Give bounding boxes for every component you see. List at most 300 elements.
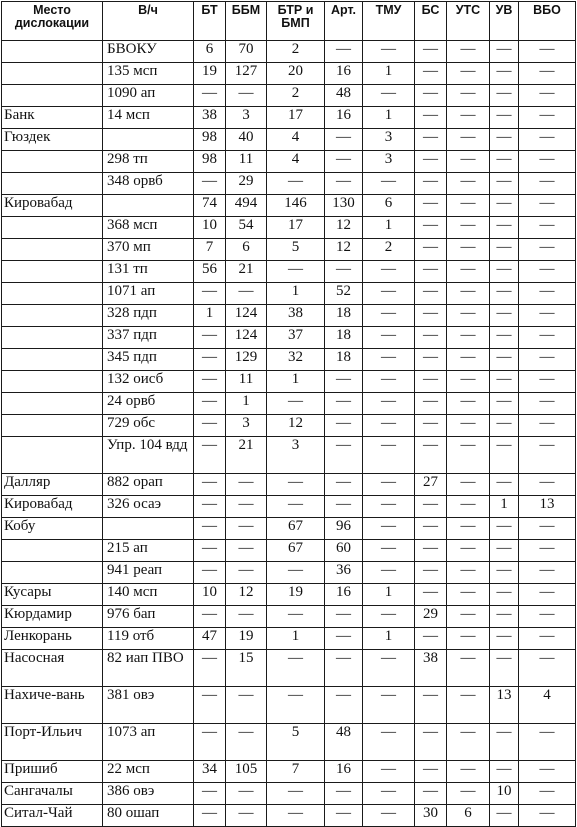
value-cell: 54 — [226, 217, 267, 239]
unit-cell: БВОКУ — [103, 41, 194, 63]
value-cell: — — [194, 562, 226, 584]
table-row — [2, 518, 576, 540]
value-cell: 6 — [194, 41, 226, 63]
table-row — [2, 195, 576, 217]
value-cell: — — [415, 327, 447, 349]
table-row — [2, 107, 576, 129]
value-cell: — — [490, 606, 519, 628]
value-cell: 67 — [267, 518, 325, 540]
value-cell: — — [415, 415, 447, 437]
value-cell: — — [447, 540, 490, 562]
unit-cell: 140 мсп — [103, 584, 194, 606]
value-cell: — — [226, 724, 267, 761]
value-cell: 12 — [267, 415, 325, 437]
value-cell: — — [519, 129, 576, 151]
unit-cell: 328 пдп — [103, 305, 194, 327]
value-cell: — — [490, 85, 519, 107]
value-cell: 10 — [490, 783, 519, 805]
value-cell: 1 — [226, 393, 267, 415]
value-cell: — — [415, 195, 447, 217]
value-cell: — — [415, 107, 447, 129]
value-cell: 11 — [226, 151, 267, 173]
location-cell: Ситал-Чай — [2, 805, 103, 827]
table-row — [2, 41, 576, 63]
value-cell: — — [226, 687, 267, 724]
value-cell: 105 — [226, 761, 267, 783]
value-cell: — — [194, 650, 226, 687]
value-cell: — — [447, 63, 490, 85]
value-cell: — — [447, 724, 490, 761]
value-cell: — — [415, 724, 447, 761]
value-cell: 10 — [194, 584, 226, 606]
location-cell — [2, 393, 103, 415]
location-cell — [2, 283, 103, 305]
value-cell: 1 — [194, 305, 226, 327]
location-label: Насосная — [4, 650, 65, 666]
value-cell: 12 — [226, 584, 267, 606]
unit-cell: 298 тп — [103, 151, 194, 173]
value-cell: 20 — [267, 63, 325, 85]
value-cell: — — [519, 415, 576, 437]
location-cell: Сангачалы — [2, 783, 103, 805]
location-cell — [2, 173, 103, 195]
unit-cell: 131 тп — [103, 261, 194, 283]
value-cell: 3 — [267, 437, 325, 474]
table-header-row — [2, 2, 576, 41]
value-cell: 98 — [194, 151, 226, 173]
value-cell: — — [226, 562, 267, 584]
value-cell: — — [519, 239, 576, 261]
location-label: Порт-Ильич — [4, 724, 82, 740]
value-cell: — — [415, 562, 447, 584]
value-cell: — — [490, 195, 519, 217]
value-cell: — — [490, 327, 519, 349]
table-row — [2, 562, 576, 584]
value-cell: 124 — [226, 305, 267, 327]
value-cell: 2 — [267, 41, 325, 63]
location-cell: Кусары — [2, 584, 103, 606]
value-cell: — — [194, 393, 226, 415]
value-cell: — — [447, 349, 490, 371]
value-cell: — — [490, 349, 519, 371]
table-row — [2, 606, 576, 628]
location-cell — [2, 437, 103, 474]
location-cell — [2, 371, 103, 393]
value-cell: 16 — [325, 107, 363, 129]
value-cell: — — [194, 415, 226, 437]
value-cell: — — [447, 584, 490, 606]
value-cell: — — [519, 724, 576, 761]
value-cell: — — [194, 327, 226, 349]
location-cell — [2, 239, 103, 261]
value-cell: — — [447, 628, 490, 650]
header-bs: БС — [415, 2, 447, 41]
value-cell: — — [519, 518, 576, 540]
table-row — [2, 474, 576, 496]
value-cell: — — [363, 474, 415, 496]
value-cell: 6 — [363, 195, 415, 217]
unit-cell: 132 оисб — [103, 371, 194, 393]
value-cell: — — [519, 650, 576, 687]
value-cell: — — [415, 151, 447, 173]
value-cell: — — [519, 437, 576, 474]
value-cell: — — [194, 783, 226, 805]
value-cell: 124 — [226, 327, 267, 349]
value-cell: 3 — [226, 415, 267, 437]
location-cell — [2, 85, 103, 107]
value-cell: — — [363, 41, 415, 63]
location-cell — [2, 305, 103, 327]
value-cell: — — [325, 496, 363, 518]
value-cell: — — [415, 305, 447, 327]
value-cell: — — [490, 41, 519, 63]
unit-cell — [103, 650, 194, 687]
value-cell: — — [415, 783, 447, 805]
value-cell: 21 — [226, 261, 267, 283]
value-cell: — — [363, 783, 415, 805]
value-cell: 7 — [267, 761, 325, 783]
value-cell: — — [325, 474, 363, 496]
value-cell: 6 — [447, 805, 490, 827]
value-cell: 6 — [226, 239, 267, 261]
table-row — [2, 85, 576, 107]
value-cell: 146 — [267, 195, 325, 217]
location-cell — [2, 540, 103, 562]
unit-cell: 976 бап — [103, 606, 194, 628]
value-cell: 18 — [325, 327, 363, 349]
value-cell: — — [226, 783, 267, 805]
value-cell: — — [325, 606, 363, 628]
value-cell: — — [519, 85, 576, 107]
value-cell: — — [415, 173, 447, 195]
value-cell: 4 — [267, 151, 325, 173]
value-cell: 32 — [267, 349, 325, 371]
value-cell: — — [415, 239, 447, 261]
unit-cell: 215 ап — [103, 540, 194, 562]
value-cell: — — [363, 371, 415, 393]
table-row — [2, 283, 576, 305]
value-cell: — — [267, 687, 325, 724]
value-cell: 38 — [267, 305, 325, 327]
unit-cell: 1071 ап — [103, 283, 194, 305]
value-cell: — — [519, 151, 576, 173]
value-cell: 21 — [226, 437, 267, 474]
value-cell: — — [447, 562, 490, 584]
value-cell: — — [447, 437, 490, 474]
value-cell: — — [226, 85, 267, 107]
value-cell: — — [519, 261, 576, 283]
value-cell: — — [325, 415, 363, 437]
unit-cell: 348 орвб — [103, 173, 194, 195]
value-cell: — — [325, 261, 363, 283]
location-cell: Далляр — [2, 474, 103, 496]
value-cell: — — [363, 261, 415, 283]
value-cell: — — [447, 783, 490, 805]
location-cell: Пришиб — [2, 761, 103, 783]
unit-cell: 345 пдп — [103, 349, 194, 371]
value-cell: — — [363, 724, 415, 761]
value-cell: — — [194, 687, 226, 724]
value-cell: — — [363, 496, 415, 518]
value-cell: 19 — [267, 584, 325, 606]
value-cell: 56 — [194, 261, 226, 283]
value-cell: — — [519, 217, 576, 239]
value-cell: — — [490, 562, 519, 584]
value-cell: — — [325, 650, 363, 687]
value-cell: — — [490, 761, 519, 783]
unit-label: 1073 ап — [107, 724, 156, 740]
value-cell: — — [194, 724, 226, 761]
value-cell: — — [519, 327, 576, 349]
unit-cell — [103, 518, 194, 540]
value-cell: — — [267, 805, 325, 827]
value-cell: — — [519, 562, 576, 584]
location-cell — [2, 415, 103, 437]
value-cell: — — [194, 805, 226, 827]
value-cell: — — [447, 393, 490, 415]
value-cell: 130 — [325, 195, 363, 217]
value-cell: — — [447, 173, 490, 195]
value-cell: — — [194, 606, 226, 628]
table-body — [2, 41, 576, 827]
value-cell: 7 — [194, 239, 226, 261]
value-cell: 1 — [363, 107, 415, 129]
value-cell: 19 — [226, 628, 267, 650]
unit-cell: 386 овэ — [103, 783, 194, 805]
location-cell — [2, 562, 103, 584]
unit-cell: 326 осаэ — [103, 496, 194, 518]
value-cell: — — [519, 628, 576, 650]
table-row — [2, 687, 576, 724]
value-cell: 38 — [415, 650, 447, 687]
location-cell — [2, 261, 103, 283]
value-cell: 70 — [226, 41, 267, 63]
value-cell: — — [447, 217, 490, 239]
table-row — [2, 261, 576, 283]
unit-cell — [103, 687, 194, 724]
value-cell: — — [363, 540, 415, 562]
value-cell: — — [447, 129, 490, 151]
value-cell: — — [267, 562, 325, 584]
unit-cell: 24 орвб — [103, 393, 194, 415]
value-cell: 30 — [415, 805, 447, 827]
value-cell: — — [519, 283, 576, 305]
value-cell: — — [363, 173, 415, 195]
table-row — [2, 650, 576, 687]
table-row — [2, 805, 576, 827]
value-cell: — — [325, 437, 363, 474]
value-cell: — — [490, 437, 519, 474]
value-cell: 29 — [226, 173, 267, 195]
value-cell: — — [415, 628, 447, 650]
value-cell: — — [519, 371, 576, 393]
value-cell: 1 — [267, 371, 325, 393]
value-cell: — — [519, 761, 576, 783]
value-cell: — — [363, 650, 415, 687]
value-cell: — — [325, 173, 363, 195]
value-cell: 37 — [267, 327, 325, 349]
value-cell: 48 — [325, 724, 363, 761]
value-cell: 494 — [226, 195, 267, 217]
value-cell: — — [325, 628, 363, 650]
location-cell: Кировабад — [2, 496, 103, 518]
value-cell: 3 — [226, 107, 267, 129]
value-cell: — — [363, 305, 415, 327]
value-cell: — — [194, 283, 226, 305]
table-row — [2, 496, 576, 518]
location-cell — [2, 327, 103, 349]
value-cell: 129 — [226, 349, 267, 371]
value-cell: — — [267, 650, 325, 687]
value-cell: 67 — [267, 540, 325, 562]
value-cell: 16 — [325, 584, 363, 606]
value-cell: — — [519, 41, 576, 63]
value-cell: — — [490, 63, 519, 85]
unit-cell: 370 мп — [103, 239, 194, 261]
value-cell: — — [447, 41, 490, 63]
value-cell: — — [519, 107, 576, 129]
value-cell: 13 — [490, 687, 519, 724]
unit-label: 82 иап ПВО — [107, 650, 184, 666]
value-cell: — — [490, 129, 519, 151]
location-cell: Банк — [2, 107, 103, 129]
value-cell: 48 — [325, 85, 363, 107]
value-cell: 34 — [194, 761, 226, 783]
value-cell: — — [194, 85, 226, 107]
table-row — [2, 783, 576, 805]
value-cell: — — [447, 327, 490, 349]
value-cell: — — [415, 518, 447, 540]
value-cell: — — [363, 283, 415, 305]
value-cell: — — [490, 584, 519, 606]
unit-cell — [103, 437, 194, 474]
value-cell: — — [519, 195, 576, 217]
table-row — [2, 761, 576, 783]
header-unit: В/ч — [103, 2, 194, 41]
location-cell — [2, 724, 103, 761]
value-cell: 17 — [267, 217, 325, 239]
unit-cell: 22 мсп — [103, 761, 194, 783]
value-cell: — — [447, 496, 490, 518]
value-cell: — — [415, 496, 447, 518]
value-cell: — — [267, 474, 325, 496]
unit-label: 381 овэ — [107, 687, 155, 703]
value-cell: — — [519, 540, 576, 562]
table-row — [2, 217, 576, 239]
value-cell: 27 — [415, 474, 447, 496]
value-cell: 18 — [325, 305, 363, 327]
table-row — [2, 371, 576, 393]
location-cell — [2, 217, 103, 239]
value-cell: — — [363, 562, 415, 584]
value-cell: — — [363, 85, 415, 107]
unit-cell — [103, 129, 194, 151]
value-cell: — — [226, 283, 267, 305]
value-cell: — — [267, 783, 325, 805]
value-cell: — — [490, 650, 519, 687]
table-row — [2, 724, 576, 761]
value-cell: 1 — [267, 283, 325, 305]
value-cell: — — [490, 173, 519, 195]
unit-cell: 368 мсп — [103, 217, 194, 239]
value-cell: — — [363, 606, 415, 628]
value-cell: — — [267, 606, 325, 628]
value-cell: 96 — [325, 518, 363, 540]
value-cell: — — [490, 283, 519, 305]
value-cell: — — [194, 371, 226, 393]
value-cell: 74 — [194, 195, 226, 217]
value-cell: — — [415, 129, 447, 151]
value-cell: — — [490, 805, 519, 827]
value-cell: — — [325, 151, 363, 173]
value-cell: 5 — [267, 724, 325, 761]
value-cell: — — [490, 371, 519, 393]
value-cell: — — [194, 173, 226, 195]
value-cell: 12 — [325, 217, 363, 239]
value-cell: — — [415, 63, 447, 85]
table-row — [2, 239, 576, 261]
value-cell: — — [490, 393, 519, 415]
value-cell: — — [490, 217, 519, 239]
header-bbm: ББМ — [226, 2, 267, 41]
table-row — [2, 628, 576, 650]
header-vbo: ВБО — [519, 2, 576, 41]
value-cell: — — [415, 283, 447, 305]
equipment-table — [1, 1, 576, 827]
value-cell: — — [519, 783, 576, 805]
location-cell: Ленкорань — [2, 628, 103, 650]
value-cell: — — [325, 687, 363, 724]
value-cell: 38 — [194, 107, 226, 129]
value-cell: — — [194, 349, 226, 371]
unit-cell: 882 орап — [103, 474, 194, 496]
header-tmu: ТМУ — [363, 2, 415, 41]
value-cell: — — [325, 129, 363, 151]
value-cell: — — [194, 437, 226, 474]
unit-cell — [103, 724, 194, 761]
value-cell: 60 — [325, 540, 363, 562]
value-cell: — — [267, 173, 325, 195]
value-cell: — — [490, 107, 519, 129]
value-cell: — — [519, 584, 576, 606]
location-cell — [2, 151, 103, 173]
value-cell: — — [194, 496, 226, 518]
unit-cell: 14 мсп — [103, 107, 194, 129]
value-cell: — — [490, 724, 519, 761]
value-cell: 1 — [267, 628, 325, 650]
value-cell: — — [447, 239, 490, 261]
header-btr-bmp: БТР и БМП — [267, 2, 325, 41]
value-cell: — — [325, 805, 363, 827]
value-cell: 2 — [267, 85, 325, 107]
value-cell: — — [363, 327, 415, 349]
value-cell: 16 — [325, 63, 363, 85]
table-row — [2, 540, 576, 562]
value-cell: — — [447, 151, 490, 173]
value-cell: — — [519, 305, 576, 327]
unit-cell: 119 отб — [103, 628, 194, 650]
value-cell: — — [519, 805, 576, 827]
value-cell: — — [519, 393, 576, 415]
location-cell: Кобу — [2, 518, 103, 540]
value-cell: — — [447, 305, 490, 327]
location-cell — [2, 63, 103, 85]
value-cell: — — [447, 195, 490, 217]
value-cell: 127 — [226, 63, 267, 85]
value-cell: — — [325, 393, 363, 415]
value-cell: 2 — [363, 239, 415, 261]
value-cell: 18 — [325, 349, 363, 371]
